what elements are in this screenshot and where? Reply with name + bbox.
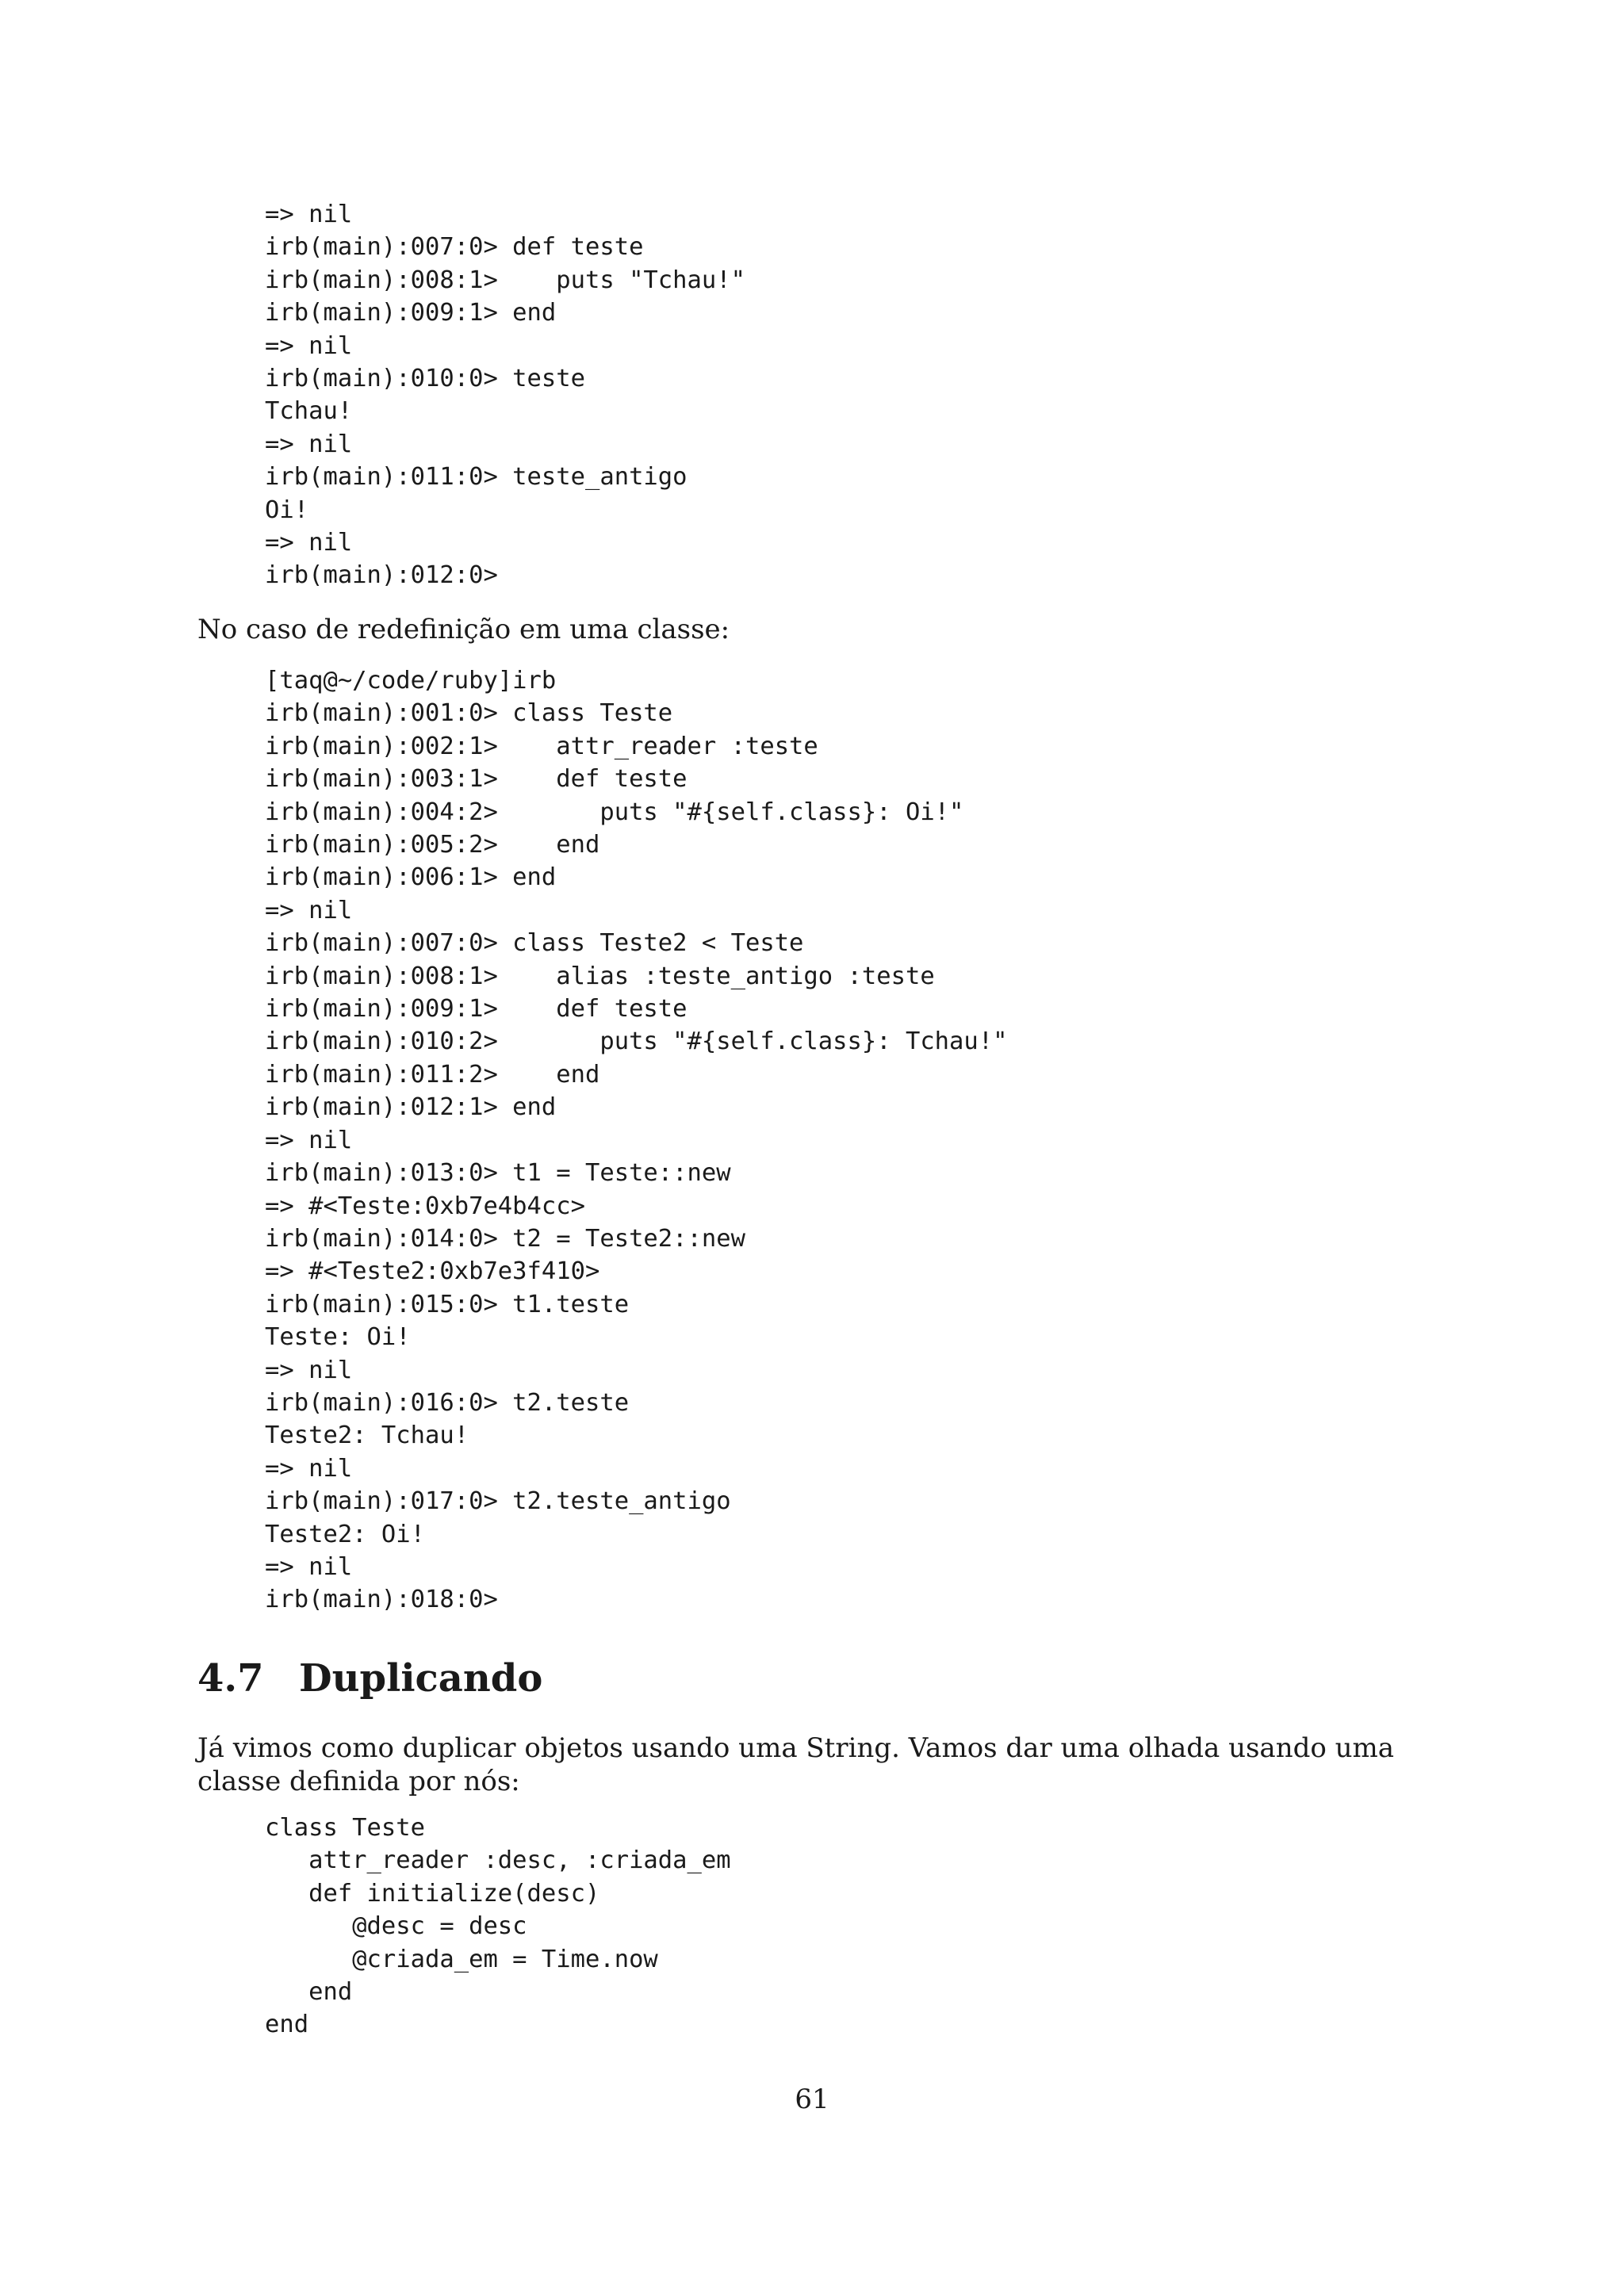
class-teste-definition-code: class Teste attr_reader :desc, :criada_em def initialize(desc) @desc = desc @criada_em = Time.now end end [265, 1814, 731, 2039]
irb-session-class-redefinition: [taq@~/code/ruby]irb irb(main):001:0> class Teste irb(main):002:1> attr_reader :teste irb(main):003:1> def teste irb(main):004:2> puts "#{self.class}: Oi!" irb(main):005:2> end irb(main):006:1> end => nil irb(main):007:0> class Teste2 < Teste irb(main):008:1> alias :teste_antigo :teste irb(main):009:1> def teste irb(main):010:2> puts "#{self.class}: Tchau!" irb(main):011:2> end irb(main):012:1> end => nil irb(main):013:0> t1 = Teste::new => #<Teste:0xb7e4b4cc> irb(main):014:0> t2 = Teste2::new => #<Teste2:0xb7e3f410> irb(main):015:0> t1.teste Teste: Oi! => nil irb(main):016:0> t2.teste Teste2: Tchau! => nil irb(main):017:0> t2.teste_antigo Teste2: Oi! => nil irb(main):018:0> [265, 667, 1008, 1614]
section-number: 4.7 [197, 1656, 264, 1701]
class-redefinition-intro: No caso de redefinição em uma classe: [197, 614, 730, 645]
duplicating-intro: Já vimos como duplicar objetos usando uma String. Vamos dar uma olhada usando uma classe definida por nós: [197, 1732, 1395, 1797]
page-number: 61 [795, 2084, 829, 2115]
section-title: Duplicando [299, 1656, 543, 1701]
section-heading [197, 1655, 542, 1702]
irb-session-method-redefinition: => nil irb(main):007:0> def teste irb(main):008:1> puts "Tchau!" irb(main):009:1> end => nil irb(main):010:0> teste Tchau! => nil irb(main):011:0> teste_antigo Oi! => nil irb(main):012:0> [265, 201, 745, 590]
